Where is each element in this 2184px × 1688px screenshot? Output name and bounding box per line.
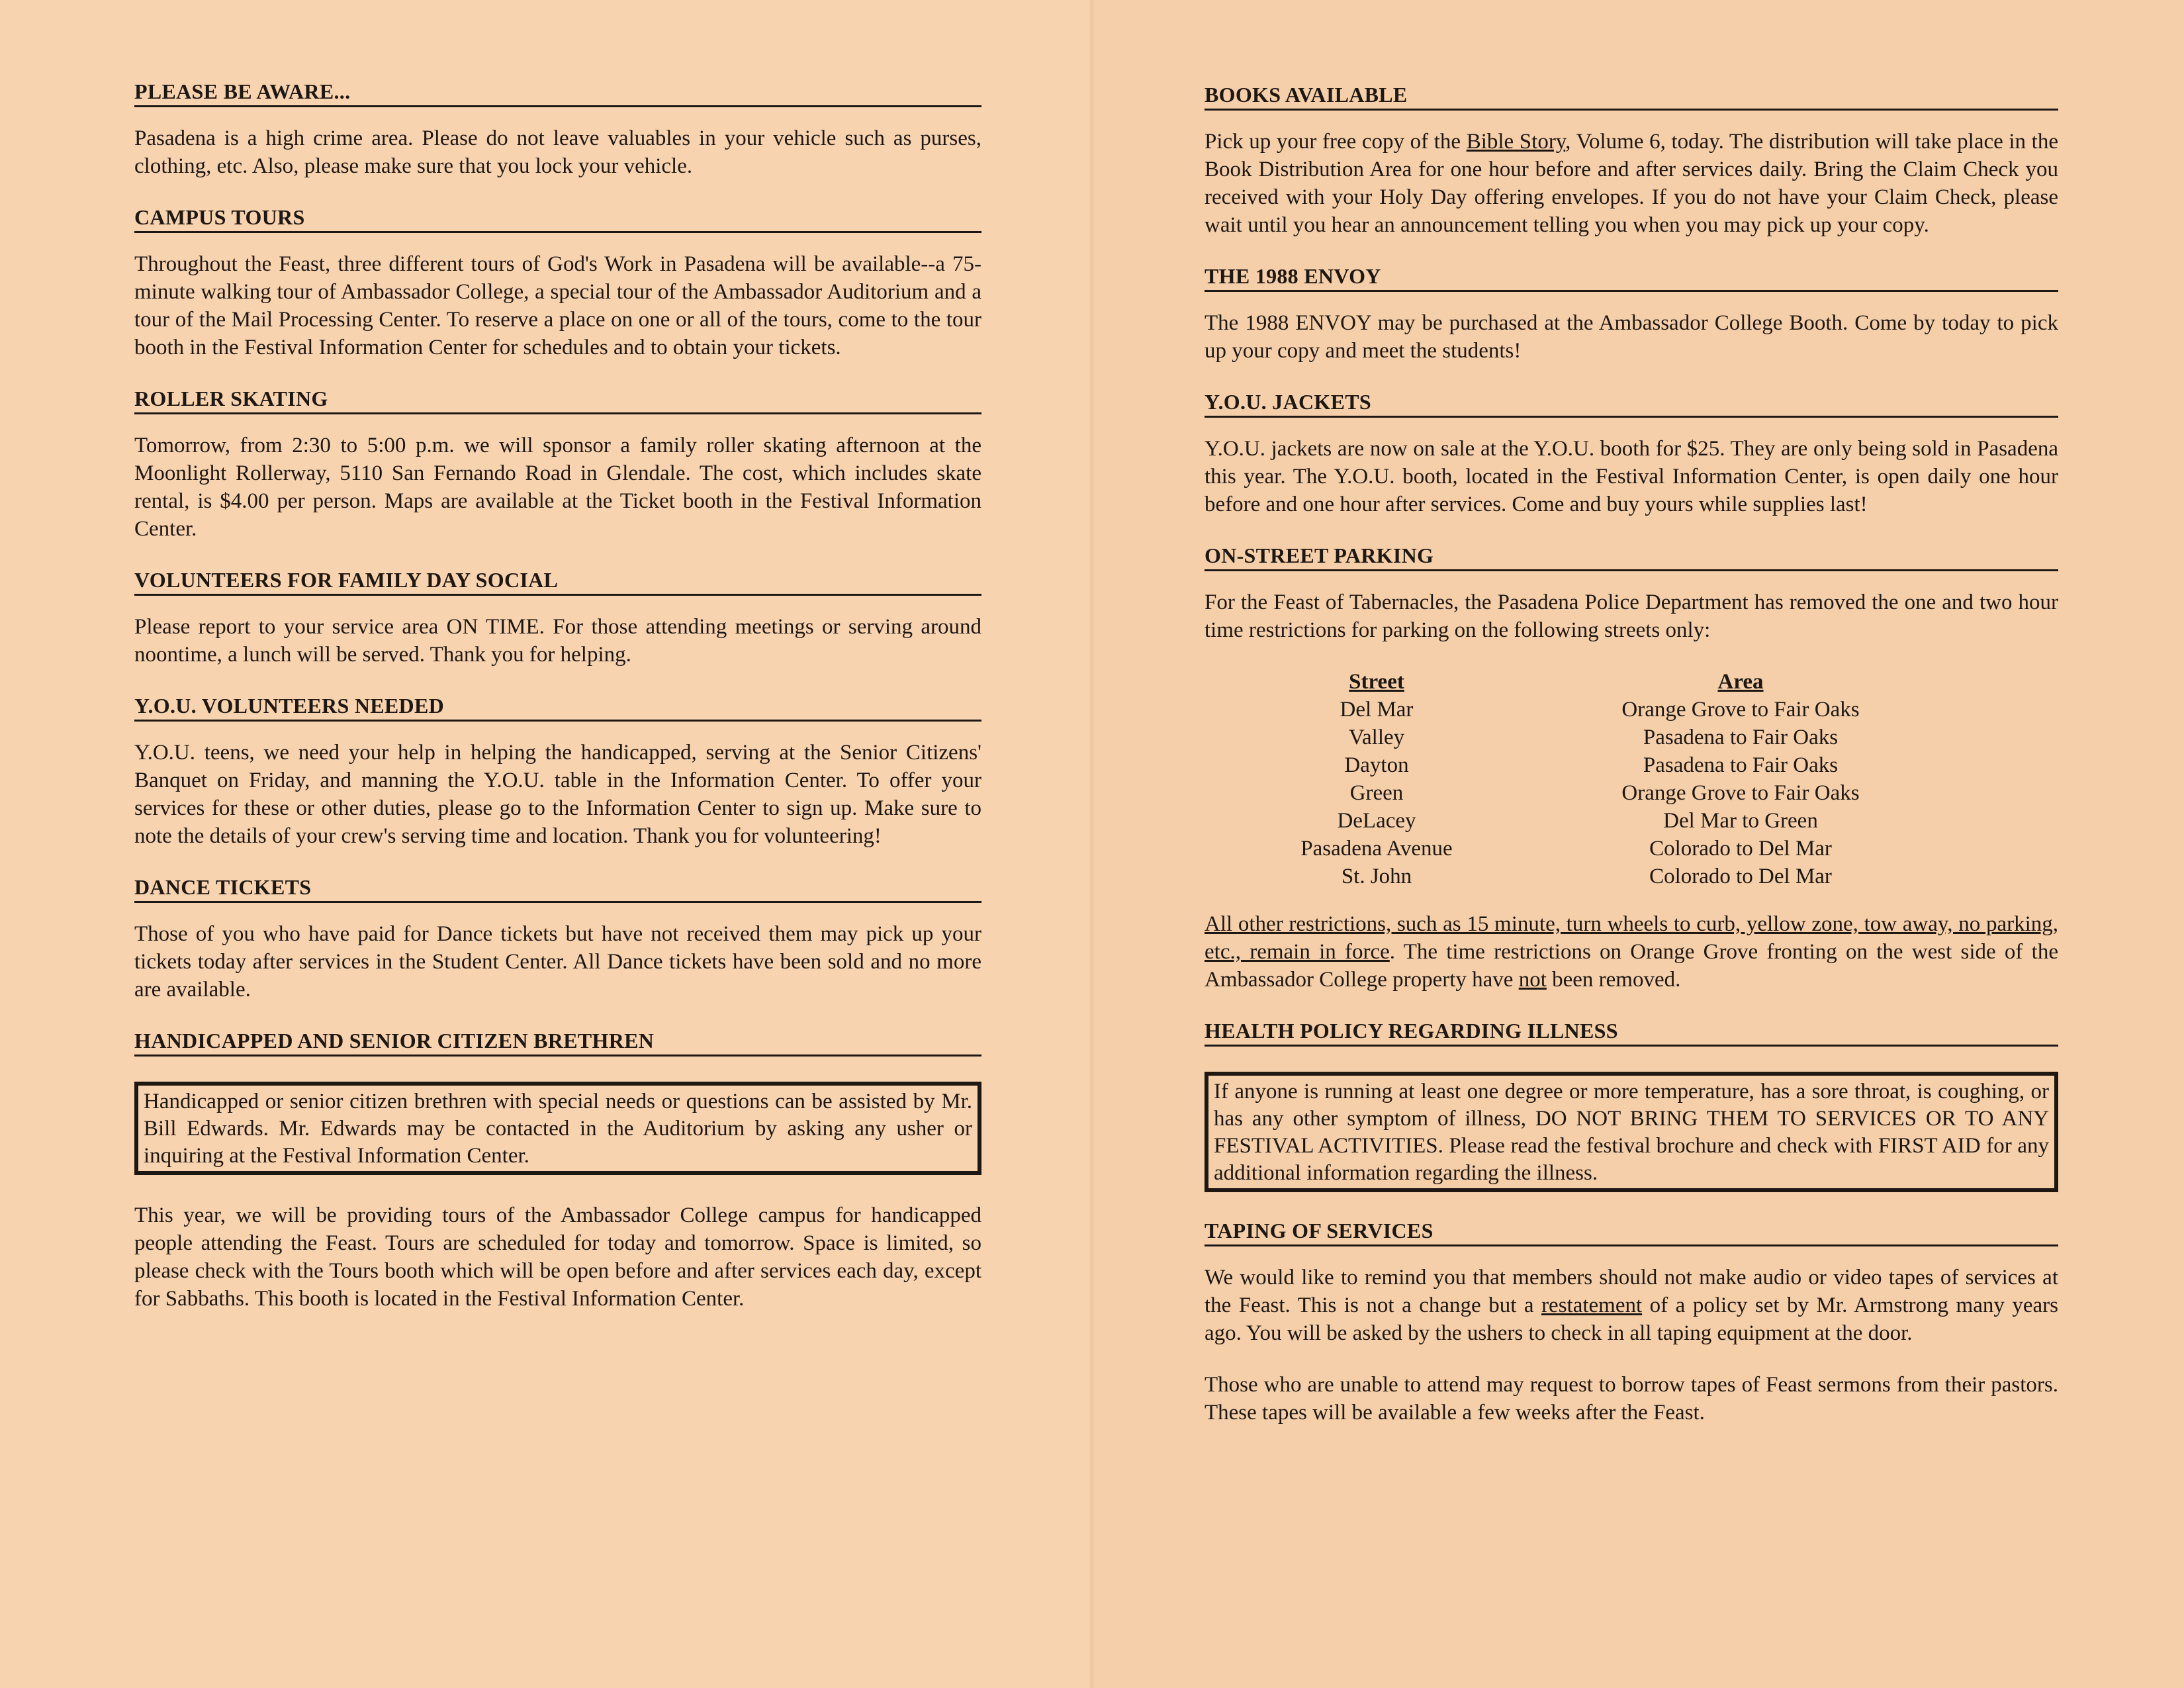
section-envoy [1205, 264, 2058, 365]
table-row [1238, 835, 1966, 863]
section-heading: ON-STREET PARKING [1205, 543, 2058, 571]
section-taping [1205, 1219, 2058, 1427]
section-heading: Y.O.U. JACKETS [1205, 390, 2058, 418]
area-cell: Orange Grove to Fair Oaks [1621, 698, 1860, 722]
health-notice-box: If anyone is running at least one degree or more temperature, has a sore throat, is coughing, or has any other symptom of illness, DO NOT BRING THEM TO SERVICES OR TO ANY FESTIVAL ACTIVITIES. Please read the festival brochure and check with FIRST AID for any additional information regarding the illness. [1205, 1072, 2058, 1192]
section-health-policy [1205, 1019, 2058, 1192]
section-heading: ROLLER SKATING [134, 387, 981, 414]
street-cell: Valley [1348, 726, 1405, 749]
parking-note [1205, 910, 2058, 994]
section-volunteers-family-day [134, 568, 981, 669]
table-row [1238, 807, 1966, 835]
text-run-underlined: restatement [1541, 1293, 1643, 1317]
left-column [134, 79, 981, 1338]
section-text [1205, 1264, 2058, 1347]
table-header-row [1238, 668, 1966, 696]
section-text: Tomorrow, from 2:30 to 5:00 p.m. we will sponsor a family roller skating afternoon at the Moonlight Rollerway, 5110 San Fernando Road in Glendale. The cost, which includes skate rental, is $4.00 per person. Maps are available at the Ticket booth in the Festival Information Center. [134, 434, 981, 541]
right-column [1205, 83, 2058, 1452]
section-heading: Y.O.U. VOLUNTEERS NEEDED [134, 694, 981, 722]
text-run: , Volume 6, today. The distribution will take place in the Book Distribution Area for one hour before and after services daily. Bring the Claim Check you received with your Holy Day offering envelopes. If you do not have your Claim Check, please wait until you hear an announcement telling you when you may pick up your copy. [1205, 130, 2058, 237]
section-heading: HANDICAPPED AND SENIOR CITIZEN BRETHREN [134, 1029, 981, 1056]
section-text: Throughout the Feast, three different tours of God's Work in Pasadena will be available--a 75-minute walking tour of Ambassador College, a special tour of the Ambassador Auditorium and a tour of the Mail Processing Center. To reserve a place on one or all of the tours, come to the tour booth in the Festival Information Center for schedules and to obtain your tickets. [134, 252, 981, 359]
street-cell: St. John [1341, 865, 1412, 888]
section-heading: PLEASE BE AWARE... [134, 79, 981, 107]
area-cell: Colorado to Del Mar [1649, 837, 1832, 861]
section-books-available [1205, 83, 2058, 239]
section-text: For the Feast of Tabernacles, the Pasadena Police Department has removed the one and two hour time restrictions for parking on the following streets only: [1205, 590, 2058, 642]
table-row [1238, 751, 1966, 779]
section-heading: VOLUNTEERS FOR FAMILY DAY SOCIAL [134, 568, 981, 596]
parking-table [1238, 668, 1966, 890]
text-run: . The time restrictions on Orange Grove fronting on the west side of the Ambassador College property have [1205, 940, 2058, 992]
section-text: Those of you who have paid for Dance tickets but have not received them may pick up your tickets today after services in the Student Center. All Dance tickets have been sold and no more are available. [134, 922, 981, 1002]
text-run: been removed. [1546, 968, 1681, 992]
text-run: of a policy set by Mr. Armstrong many years ago. You will be asked by the ushers to check in all taping equipment at the door. [1205, 1293, 2058, 1345]
book-title: Bible Story [1466, 130, 1566, 154]
area-cell: Pasadena to Fair Oaks [1643, 726, 1839, 749]
street-cell: Dayton [1344, 753, 1409, 777]
section-handicapped [134, 1029, 981, 1313]
text-run-underlined: All other restrictions, such as 15 minute, turn wheels to curb, yellow zone, tow away, no parking, etc., remain in force [1205, 912, 2058, 964]
section-heading: BOOKS AVAILABLE [1205, 83, 2058, 111]
table-row [1238, 779, 1966, 807]
section-text: Those who are unable to attend may request to borrow tapes of Feast sermons from their pastors. These tapes will be available a few weeks after the Feast. [1205, 1373, 2058, 1425]
section-text: Please report to your service area ON TIME. For those attending meetings or serving around noontime, a lunch will be served. Thank you for helping. [134, 615, 981, 667]
handicapped-notice-box: Handicapped or senior citizen brethren with special needs or questions can be assisted by Mr. Bill Edwards. Mr. Edwards may be contacted in the Auditorium by asking any usher or inquiring at the Festival Information Center. [134, 1082, 981, 1175]
section-text: This year, we will be providing tours of the Ambassador College campus for handicapped people attending the Feast. Tours are scheduled for today and tomorrow. Space is limited, so please check with the Tours booth which will be open before and after services each day, except for Sabbaths. This booth is located in the Festival Information Center. [134, 1203, 981, 1311]
section-text: Y.O.U. teens, we need your help in helping the handicapped, serving at the Senior Citizens' Banquet on Friday, and manning the Y.O.U. table in the Information Center. To offer your services for these or other duties, please go to the Information Center to sign up. Make sure to note the details of your crew's serving time and location. Thank you for volunteering! [134, 741, 981, 848]
area-cell: Colorado to Del Mar [1649, 865, 1832, 888]
section-dance-tickets [134, 875, 981, 1004]
section-roller-skating [134, 387, 981, 543]
section-heading: THE 1988 ENVOY [1205, 264, 2058, 292]
section-text: Y.O.U. jackets are now on sale at the Y.O.U. booth for $25. They are only being sold in Pasadena this year. The Y.O.U. booth, located in the Festival Information Center, is open daily one hour before and one hour after services. Come and buy yours while supplies last! [1205, 437, 2058, 516]
section-please-be-aware [134, 79, 981, 180]
text-run: Pick up your free copy of the [1205, 130, 1467, 154]
page-fold [1089, 0, 1095, 1688]
section-text [1205, 128, 2058, 239]
street-cell: Del Mar [1340, 698, 1414, 722]
section-heading: TAPING OF SERVICES [1205, 1219, 2058, 1246]
section-campus-tours [134, 205, 981, 361]
street-cell: Pasadena Avenue [1300, 837, 1453, 861]
text-run-underlined: not [1518, 968, 1547, 992]
section-heading: CAMPUS TOURS [134, 205, 981, 233]
section-heading: HEALTH POLICY REGARDING ILLNESS [1205, 1019, 2058, 1047]
area-cell: Orange Grove to Fair Oaks [1621, 781, 1860, 805]
area-cell: Pasadena to Fair Oaks [1643, 753, 1839, 777]
section-heading: DANCE TICKETS [134, 875, 981, 903]
table-row [1238, 696, 1966, 724]
column-header-area: Area [1717, 670, 1764, 694]
section-you-volunteers [134, 694, 981, 850]
table-row [1238, 863, 1966, 890]
section-you-jackets [1205, 390, 2058, 518]
column-header-street: Street [1349, 670, 1404, 694]
text-run: We would like to remind you that members should not make audio or video tapes of services at the Feast. This is not a change but a [1205, 1266, 2058, 1317]
area-cell: Del Mar to Green [1663, 809, 1818, 833]
street-cell: DeLacey [1337, 809, 1416, 833]
table-row [1238, 724, 1966, 751]
section-on-street-parking [1205, 543, 2058, 994]
section-text: The 1988 ENVOY may be purchased at the Ambassador College Booth. Come by today to pick up your copy and meet the students! [1205, 311, 2058, 363]
street-cell: Green [1349, 781, 1404, 805]
section-text: Pasadena is a high crime area. Please do not leave valuables in your vehicle such as purses, clothing, etc. Also, please make sure that you lock your vehicle. [134, 126, 981, 178]
